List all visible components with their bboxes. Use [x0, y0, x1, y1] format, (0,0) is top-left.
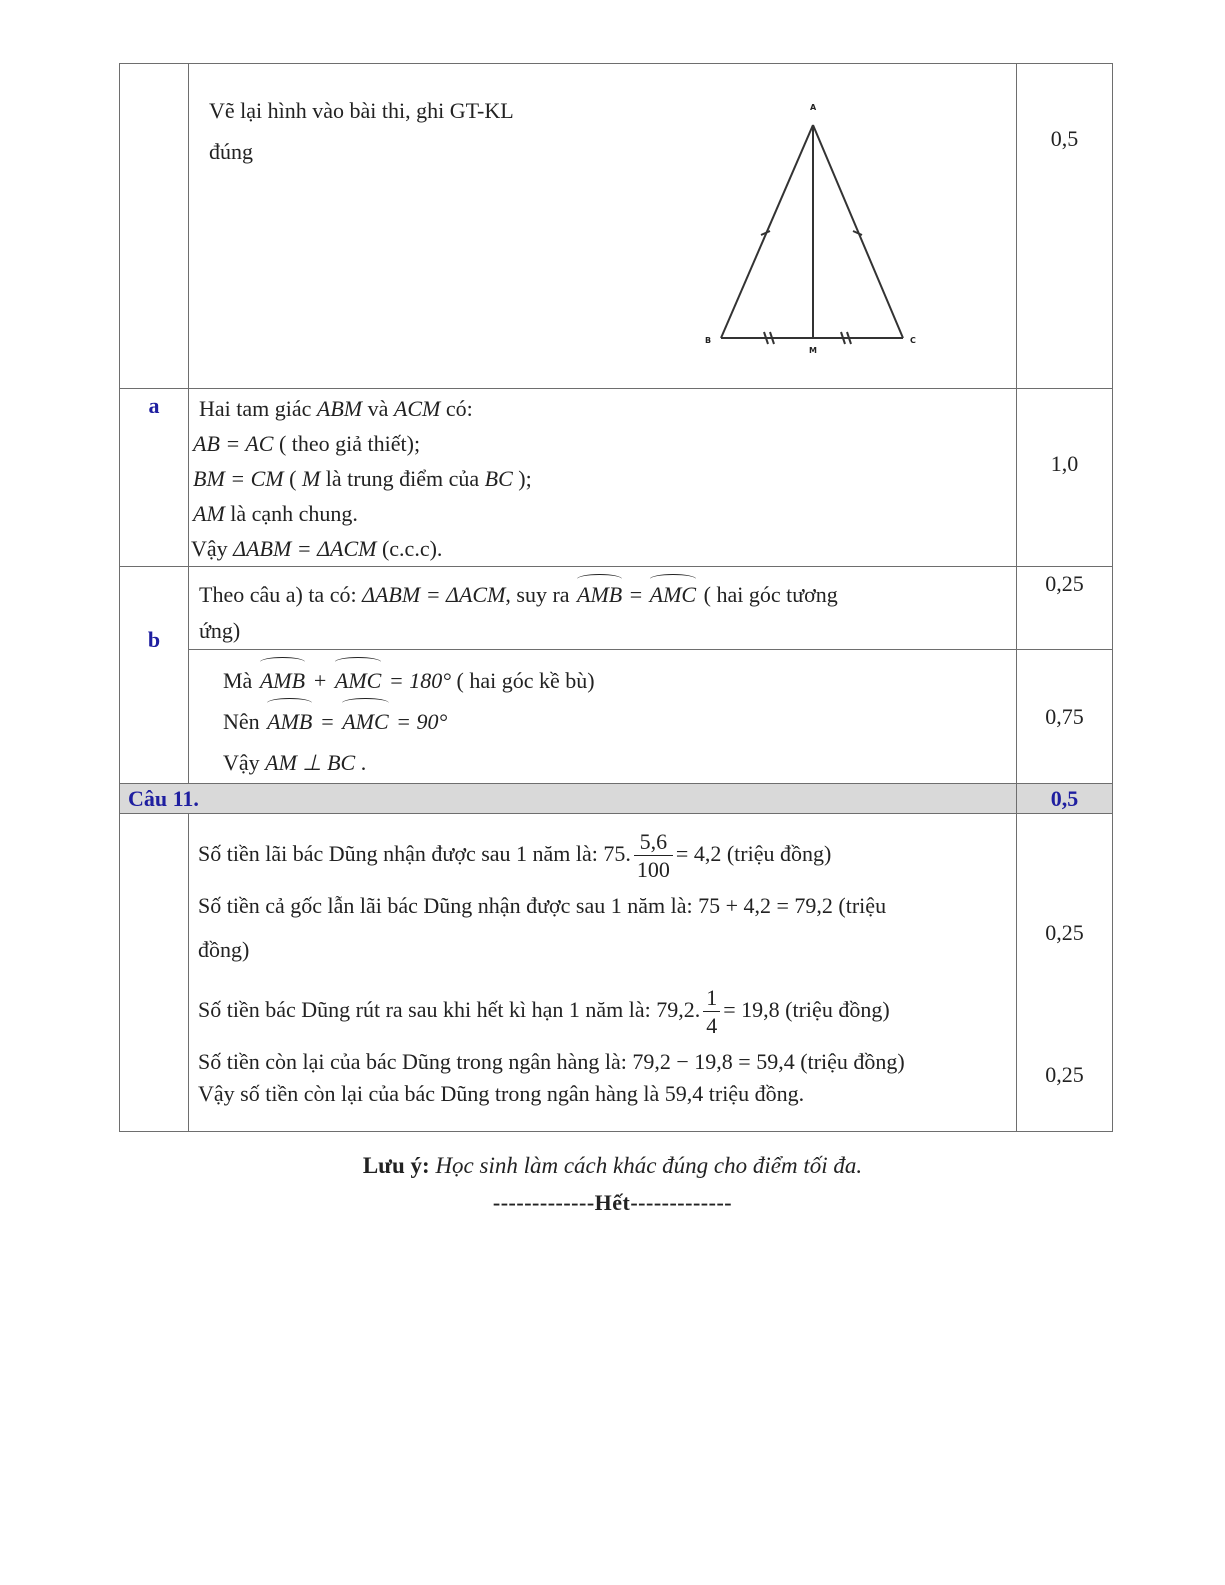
math: BC — [484, 466, 513, 491]
math: 79,2. — [656, 997, 701, 1022]
text: ( theo giả thiết); — [273, 431, 421, 456]
figure-row — [120, 64, 1113, 389]
math: + — [307, 668, 333, 693]
text: là cạnh chung. — [224, 501, 358, 526]
figure-instruction-2: đúng — [209, 139, 253, 164]
empty-label-cell — [120, 64, 189, 389]
denominator: 4 — [706, 1013, 718, 1039]
question-score: 0,5 — [1017, 784, 1113, 814]
figure-cell — [189, 64, 1017, 389]
math: M — [301, 466, 321, 491]
angle: AMC — [333, 660, 383, 701]
text: Vậy — [223, 750, 266, 775]
math: 59,4 — [664, 1081, 704, 1106]
text: Số tiền lãi bác Dũng nhận được sau — [198, 841, 517, 866]
math: AM — [193, 501, 225, 526]
math: = 90° — [390, 709, 448, 734]
text: (triệu đồng) — [794, 1049, 905, 1074]
angle: AMC — [340, 701, 390, 742]
note-label: Lưu ý: — [362, 1153, 430, 1178]
text: Hai tam giác — [199, 396, 312, 421]
part-a-row — [120, 389, 1113, 567]
angle: AMB — [265, 701, 314, 742]
math: 79,2 − 19,8 = 59,4 — [632, 1049, 795, 1074]
text: Nên — [223, 709, 266, 734]
vertex-a-label: A — [810, 103, 817, 112]
note-text: Học sinh làm cách khác đúng cho điểm tối đa. — [429, 1153, 863, 1178]
math: = — [314, 709, 341, 734]
text: Số tiền cả gốc lẫn lãi bác Dũng nhận được sau — [198, 893, 611, 918]
text: Số tiền còn lại của bác Dũng trong ngân hàng là: — [198, 1049, 633, 1074]
math: ABM — [316, 396, 363, 421]
text: = — [624, 582, 648, 607]
end-marker: -------------Hết------------- — [492, 1190, 733, 1215]
math: ACM — [393, 396, 441, 421]
angle: AMB — [575, 577, 624, 613]
side-ac — [813, 125, 903, 338]
figure-instruction: Vẽ lại hình vào bài thi, ghi GT-KL — [209, 98, 514, 123]
question-title: Câu 11. — [120, 784, 1017, 814]
text: ( — [283, 466, 302, 491]
math: BM = CM — [193, 466, 284, 491]
text: ứng) — [199, 618, 241, 643]
text: năm là: — [579, 997, 657, 1022]
empty-label-cell — [120, 814, 189, 1132]
text: . — [355, 750, 367, 775]
math: AB = AC — [193, 431, 274, 456]
text: năm là: — [621, 893, 699, 918]
score-cell: 0,25 — [1017, 567, 1113, 650]
text: và — [362, 396, 394, 421]
score-2: 0,25 — [1045, 1062, 1084, 1087]
score-cell — [1017, 814, 1113, 1132]
math: = 4,2 — [675, 841, 722, 866]
text: Mà — [223, 668, 258, 693]
question-11-content — [189, 814, 1017, 1132]
math: 1 — [610, 893, 622, 918]
fraction — [634, 828, 673, 884]
angle: AMC — [648, 577, 698, 613]
score-1: 0,25 — [1045, 920, 1084, 945]
part-b-content-2 — [189, 650, 1017, 784]
text: ( hai góc kề bù) — [451, 668, 595, 693]
text: năm là: — [527, 841, 604, 866]
part-b-content-1 — [189, 567, 1017, 650]
text: (triệu đồng) — [779, 997, 890, 1022]
math: 75 + 4,2 = 79,2 — [698, 893, 833, 918]
math: = 180° — [383, 668, 451, 693]
part-b-row-1 — [120, 567, 1113, 650]
text: , suy ra — [505, 582, 576, 607]
text: (triệu đồng) — [721, 841, 832, 866]
question-11-header — [120, 784, 1113, 814]
text: Số tiền bác Dũng rút ra sau khi hết kì hạn — [198, 997, 569, 1022]
question-11-row — [120, 814, 1113, 1132]
math: 1 — [516, 841, 528, 866]
part-b-label: b — [120, 567, 189, 784]
text: Theo câu a) ta có: — [199, 582, 363, 607]
isosceles-triangle-figure — [629, 94, 916, 355]
text: Vậy — [191, 536, 234, 561]
text: đồng) — [198, 937, 250, 962]
denominator: 100 — [636, 857, 670, 883]
numerator: 1 — [703, 984, 720, 1013]
text: ); — [512, 466, 532, 491]
vertex-m-label: M — [809, 346, 817, 355]
part-a-content — [189, 389, 1017, 567]
text: ( hai góc tương — [698, 582, 838, 607]
math: = 19,8 — [723, 997, 780, 1022]
vertex-c-label: C — [910, 336, 916, 345]
text: (c.c.c). — [376, 536, 443, 561]
score-cell: 0,5 — [1017, 64, 1113, 389]
answer-table — [119, 63, 1113, 1132]
text: có: — [440, 396, 473, 421]
fraction — [703, 984, 720, 1040]
numerator: 5,6 — [634, 828, 673, 857]
angle: AMB — [258, 660, 307, 701]
math: 75. — [603, 841, 631, 866]
math: AM ⊥ BC — [265, 750, 356, 775]
math: ΔABM = ΔACM — [362, 582, 506, 607]
text: là trung điểm của — [320, 466, 485, 491]
part-a-label: a — [120, 389, 189, 567]
text: (triệu — [832, 893, 887, 918]
text: Vậy số tiền còn lại của bác Dũng trong ngân hàng là — [198, 1081, 665, 1106]
math: 1 — [568, 997, 580, 1022]
note — [0, 1153, 1225, 1179]
score-cell: 1,0 — [1017, 389, 1113, 567]
score-cell: 0,75 — [1017, 650, 1113, 784]
vertex-b-label: B — [705, 336, 712, 345]
text: triệu đồng. — [703, 1081, 805, 1106]
math: ΔABM = ΔACM — [233, 536, 377, 561]
part-b-row-2 — [120, 650, 1113, 784]
